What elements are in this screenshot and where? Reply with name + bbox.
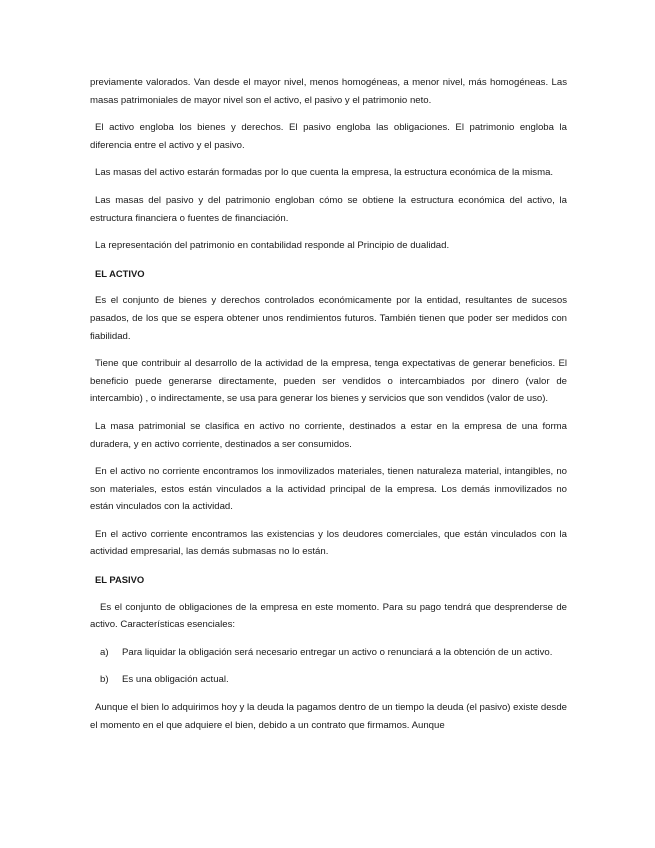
paragraph: Las masas del activo estarán formadas por lo que cuenta la empresa, la estructura económica de la misma. (95, 167, 554, 179)
paragraph: Aunque el bien lo adquirimos hoy y la deuda la pagamos dentro de un tiempo la deuda (el pasivo) existe desde el momento en el que adquiere el bien, debido a un contrato que firmamos. Aunque (90, 702, 568, 731)
list-item (90, 644, 567, 662)
paragraph: La masa patrimonial se clasifica en activo no corriente, destinados a estar en la empresa de una forma duradera, y en activo corriente, destinados a ser consumidos. (90, 420, 567, 450)
paragraph: La representación del patrimonio en contabilidad responde al Principio de dualidad. (95, 240, 450, 252)
paragraph: Es el conjunto de bienes y derechos controlados económicamente por la entidad, resultantes de sucesos pasados, de los que se espera obtener unos rendimientos futuros. También tienen que poder ser medidos con fiabilidad. (90, 295, 567, 342)
section-heading-pasivo: EL PASIVO (95, 574, 145, 586)
list-item-text: Para liquidar la obligación será necesario entregar un activo o renunciará a la obtención de un activo. (122, 646, 553, 658)
paragraph: Las masas del pasivo y del patrimonio engloban cómo se obtiene la estructura económica del activo, la estructura financiera o fuentes de financiación. (90, 194, 567, 224)
section-heading-activo: EL ACTIVO (95, 267, 145, 279)
list-item (90, 671, 567, 689)
paragraph: Es el conjunto de obligaciones de la empresa en este momento. Para su pago tendrá que desprenderse de activo. Características esenciales: (90, 601, 567, 631)
paragraph: Tiene que contribuir al desarrollo de la actividad de la empresa, tenga expectativas de generar beneficios. El beneficio puede generarse directamente, pueden ser vendidos o intercambiados por dinero (valor de intercambio) , o indirectamente, se usa para generar los bienes y servicios que son vendidos (valor de uso). (90, 358, 567, 405)
paragraph: El activo engloba los bienes y derechos. El pasivo engloba las obligaciones. El patrimonio engloba la diferencia entre el activo y el pasivo. (90, 122, 567, 151)
paragraph: En el activo corriente encontramos las existencias y los deudores comerciales, que están vinculados con la actividad empresarial, las demás submasas no lo están. (90, 528, 567, 558)
characteristics-list (90, 644, 567, 689)
list-marker: a) (100, 646, 109, 658)
paragraph: previamente valorados. Van desde el mayor nivel, menos homogéneas, a menor nivel, más homogéneas. Las masas patrimoniales de mayor nivel son el activo, el pasivo y el patrimonio neto. (90, 77, 567, 106)
paragraph: En el activo no corriente encontramos los inmovilizados materiales, tienen naturaleza material, intangibles, no son materiales, estos están vinculados a la actividad principal de la empresa. Los demás inmovilizados no están vinculados con la actividad. (90, 466, 567, 513)
list-marker: b) (100, 674, 109, 686)
list-item-text: Es una obligación actual. (122, 674, 229, 686)
